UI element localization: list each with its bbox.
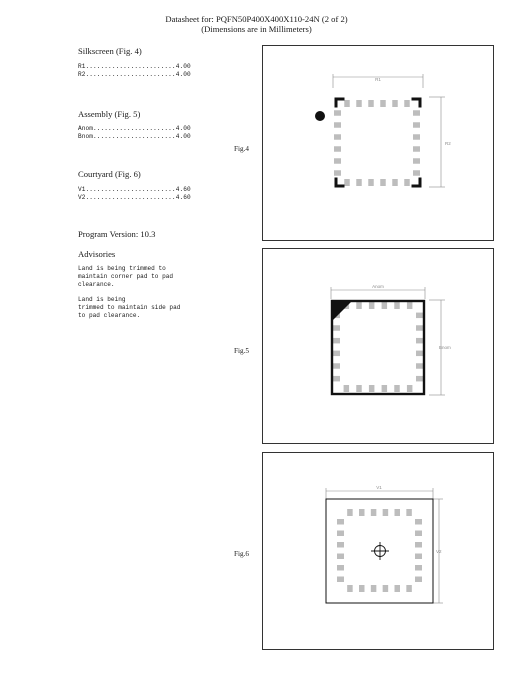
advisories-title: Advisories — [78, 249, 116, 259]
pad-bottom — [404, 179, 410, 186]
corner-mark-br — [413, 179, 420, 186]
pad-bottom — [359, 585, 365, 592]
pad-bottom — [356, 179, 362, 186]
pad-left — [333, 338, 340, 344]
pad-left — [334, 170, 341, 176]
fig4-label: Fig.4 — [234, 145, 249, 153]
pad-right — [416, 363, 423, 369]
fig5-drawing — [263, 249, 493, 443]
row-label: Anom — [78, 125, 94, 132]
pad-right — [415, 565, 422, 571]
corner-mark-tr — [413, 99, 420, 106]
pad-right — [415, 554, 422, 560]
corner-mark-tl — [336, 99, 343, 106]
pad-right — [416, 313, 423, 318]
pad-top — [395, 509, 401, 516]
pad-top — [369, 302, 375, 309]
pad-bottom — [356, 385, 362, 392]
fig4-silkscreen-corners — [336, 99, 420, 186]
row-label: R1 — [78, 63, 86, 70]
pad-right — [416, 351, 423, 357]
pad-left — [334, 134, 341, 140]
row-label: V1 — [78, 186, 86, 193]
pad-top — [394, 302, 400, 309]
row-leader: ...................... — [93, 133, 176, 140]
pad-bottom — [344, 385, 350, 392]
fig6-dim-v-label: V2 — [436, 549, 442, 554]
assembly-row-anom — [78, 125, 191, 132]
pad-left — [337, 554, 344, 560]
corner-mark-bl — [336, 179, 343, 186]
pad-top — [356, 100, 362, 107]
pad-left — [334, 110, 341, 116]
fig4-dim-h-label: R1 — [375, 77, 381, 82]
fig6-pads — [337, 509, 422, 592]
pad-top — [344, 100, 350, 107]
fig5-dim-v-label: Bnom — [439, 345, 451, 350]
pad-right — [416, 376, 423, 382]
pad-right — [413, 158, 420, 164]
row-leader: ........................ — [85, 63, 176, 70]
pin1-chamfer — [333, 302, 351, 320]
assembly-row-bnom — [78, 133, 191, 140]
pad-left — [334, 122, 341, 128]
pad-left — [334, 146, 341, 152]
fig5-panel — [262, 248, 494, 444]
row-value: 4.00 — [175, 71, 191, 78]
fig5-pads — [333, 302, 423, 392]
pad-bottom — [380, 179, 386, 186]
fig4-dimensions — [333, 74, 445, 187]
pad-top — [383, 509, 389, 516]
assembly-title: Assembly (Fig. 5) — [78, 109, 141, 119]
pad-right — [413, 122, 420, 128]
pad-right — [413, 110, 420, 116]
pad-right — [415, 519, 422, 525]
row-label: Bnom — [78, 133, 94, 140]
pad-right — [415, 577, 422, 583]
pad-bottom — [392, 179, 398, 186]
program-version: Program Version: 10.3 — [78, 229, 156, 239]
pad-right — [413, 146, 420, 152]
silkscreen-row-r1 — [78, 63, 191, 70]
fig4-drawing — [263, 46, 493, 240]
row-leader: ........................ — [85, 186, 176, 193]
pad-bottom — [371, 585, 377, 592]
fig6-label: Fig.6 — [234, 550, 249, 558]
pad-bottom — [382, 385, 388, 392]
pad-top — [382, 302, 388, 309]
fig6-drawing — [263, 453, 493, 649]
fig6-dim-h-label: V1 — [376, 485, 382, 490]
pad-left — [337, 565, 344, 571]
pad-left — [333, 325, 340, 331]
pad-top — [407, 302, 413, 309]
row-value: 4.60 — [175, 186, 191, 193]
advisory-note-1: Land is being trimmed to maintain corner pad to pad clearance. — [78, 265, 174, 288]
pad-top — [406, 509, 412, 516]
pad-right — [413, 170, 420, 176]
pad-top — [371, 509, 377, 516]
row-value: 4.00 — [175, 133, 191, 140]
pad-right — [415, 531, 422, 537]
fig4-panel — [262, 45, 494, 241]
fig5-label: Fig.5 — [234, 347, 249, 355]
fig4-pads — [334, 100, 420, 186]
pad-left — [337, 519, 344, 525]
pad-bottom — [394, 385, 400, 392]
pin1-indicator-dot — [315, 111, 325, 121]
row-value: 4.00 — [175, 125, 191, 132]
pad-left — [333, 363, 340, 369]
pad-bottom — [347, 585, 353, 592]
pad-top — [404, 100, 410, 107]
pad-bottom — [344, 179, 350, 186]
silkscreen-row-r2 — [78, 71, 191, 78]
courtyard-row-v2 — [78, 194, 191, 201]
row-value: 4.60 — [175, 194, 191, 201]
pad-top — [347, 509, 353, 516]
pad-right — [416, 338, 423, 344]
fig6-panel — [262, 452, 494, 650]
fig4-dim-v-label: R2 — [445, 141, 451, 146]
row-leader: ...................... — [93, 125, 176, 132]
row-value: 4.00 — [175, 63, 191, 70]
pad-top — [359, 509, 365, 516]
silkscreen-title: Silkscreen (Fig. 4) — [78, 46, 142, 56]
page-title: Datasheet for: PQFN50P400X400X110-24N (2 of 2) — [165, 14, 348, 24]
pad-top — [368, 100, 374, 107]
pad-top — [392, 100, 398, 107]
pad-bottom — [406, 585, 412, 592]
pad-bottom — [395, 585, 401, 592]
pad-left — [337, 542, 344, 548]
page-header — [0, 14, 513, 34]
pad-right — [416, 325, 423, 331]
row-leader: ........................ — [85, 194, 176, 201]
pad-left — [333, 351, 340, 357]
courtyard-row-v1 — [78, 186, 191, 193]
courtyard-title: Courtyard (Fig. 6) — [78, 169, 141, 179]
assembly-body-outline — [332, 301, 424, 394]
pad-bottom — [407, 385, 413, 392]
pad-right — [413, 134, 420, 140]
row-leader: ........................ — [85, 71, 176, 78]
page-subtitle: (Dimensions are in Millimeters) — [201, 24, 312, 34]
pad-bottom — [369, 385, 375, 392]
pad-left — [337, 531, 344, 537]
row-label: V2 — [78, 194, 86, 201]
centroid-crosshair-icon — [371, 542, 389, 560]
advisory-note-2: Land is being trimmed to maintain side pad to pad clearance. — [78, 296, 181, 319]
fig5-dim-h-label: Anom — [372, 284, 384, 289]
pad-top — [356, 302, 362, 309]
pad-left — [333, 376, 340, 382]
pad-bottom — [368, 179, 374, 186]
pad-top — [380, 100, 386, 107]
pad-right — [415, 542, 422, 548]
pad-bottom — [383, 585, 389, 592]
pad-left — [337, 577, 344, 583]
pad-left — [334, 158, 341, 164]
row-label: R2 — [78, 71, 86, 78]
